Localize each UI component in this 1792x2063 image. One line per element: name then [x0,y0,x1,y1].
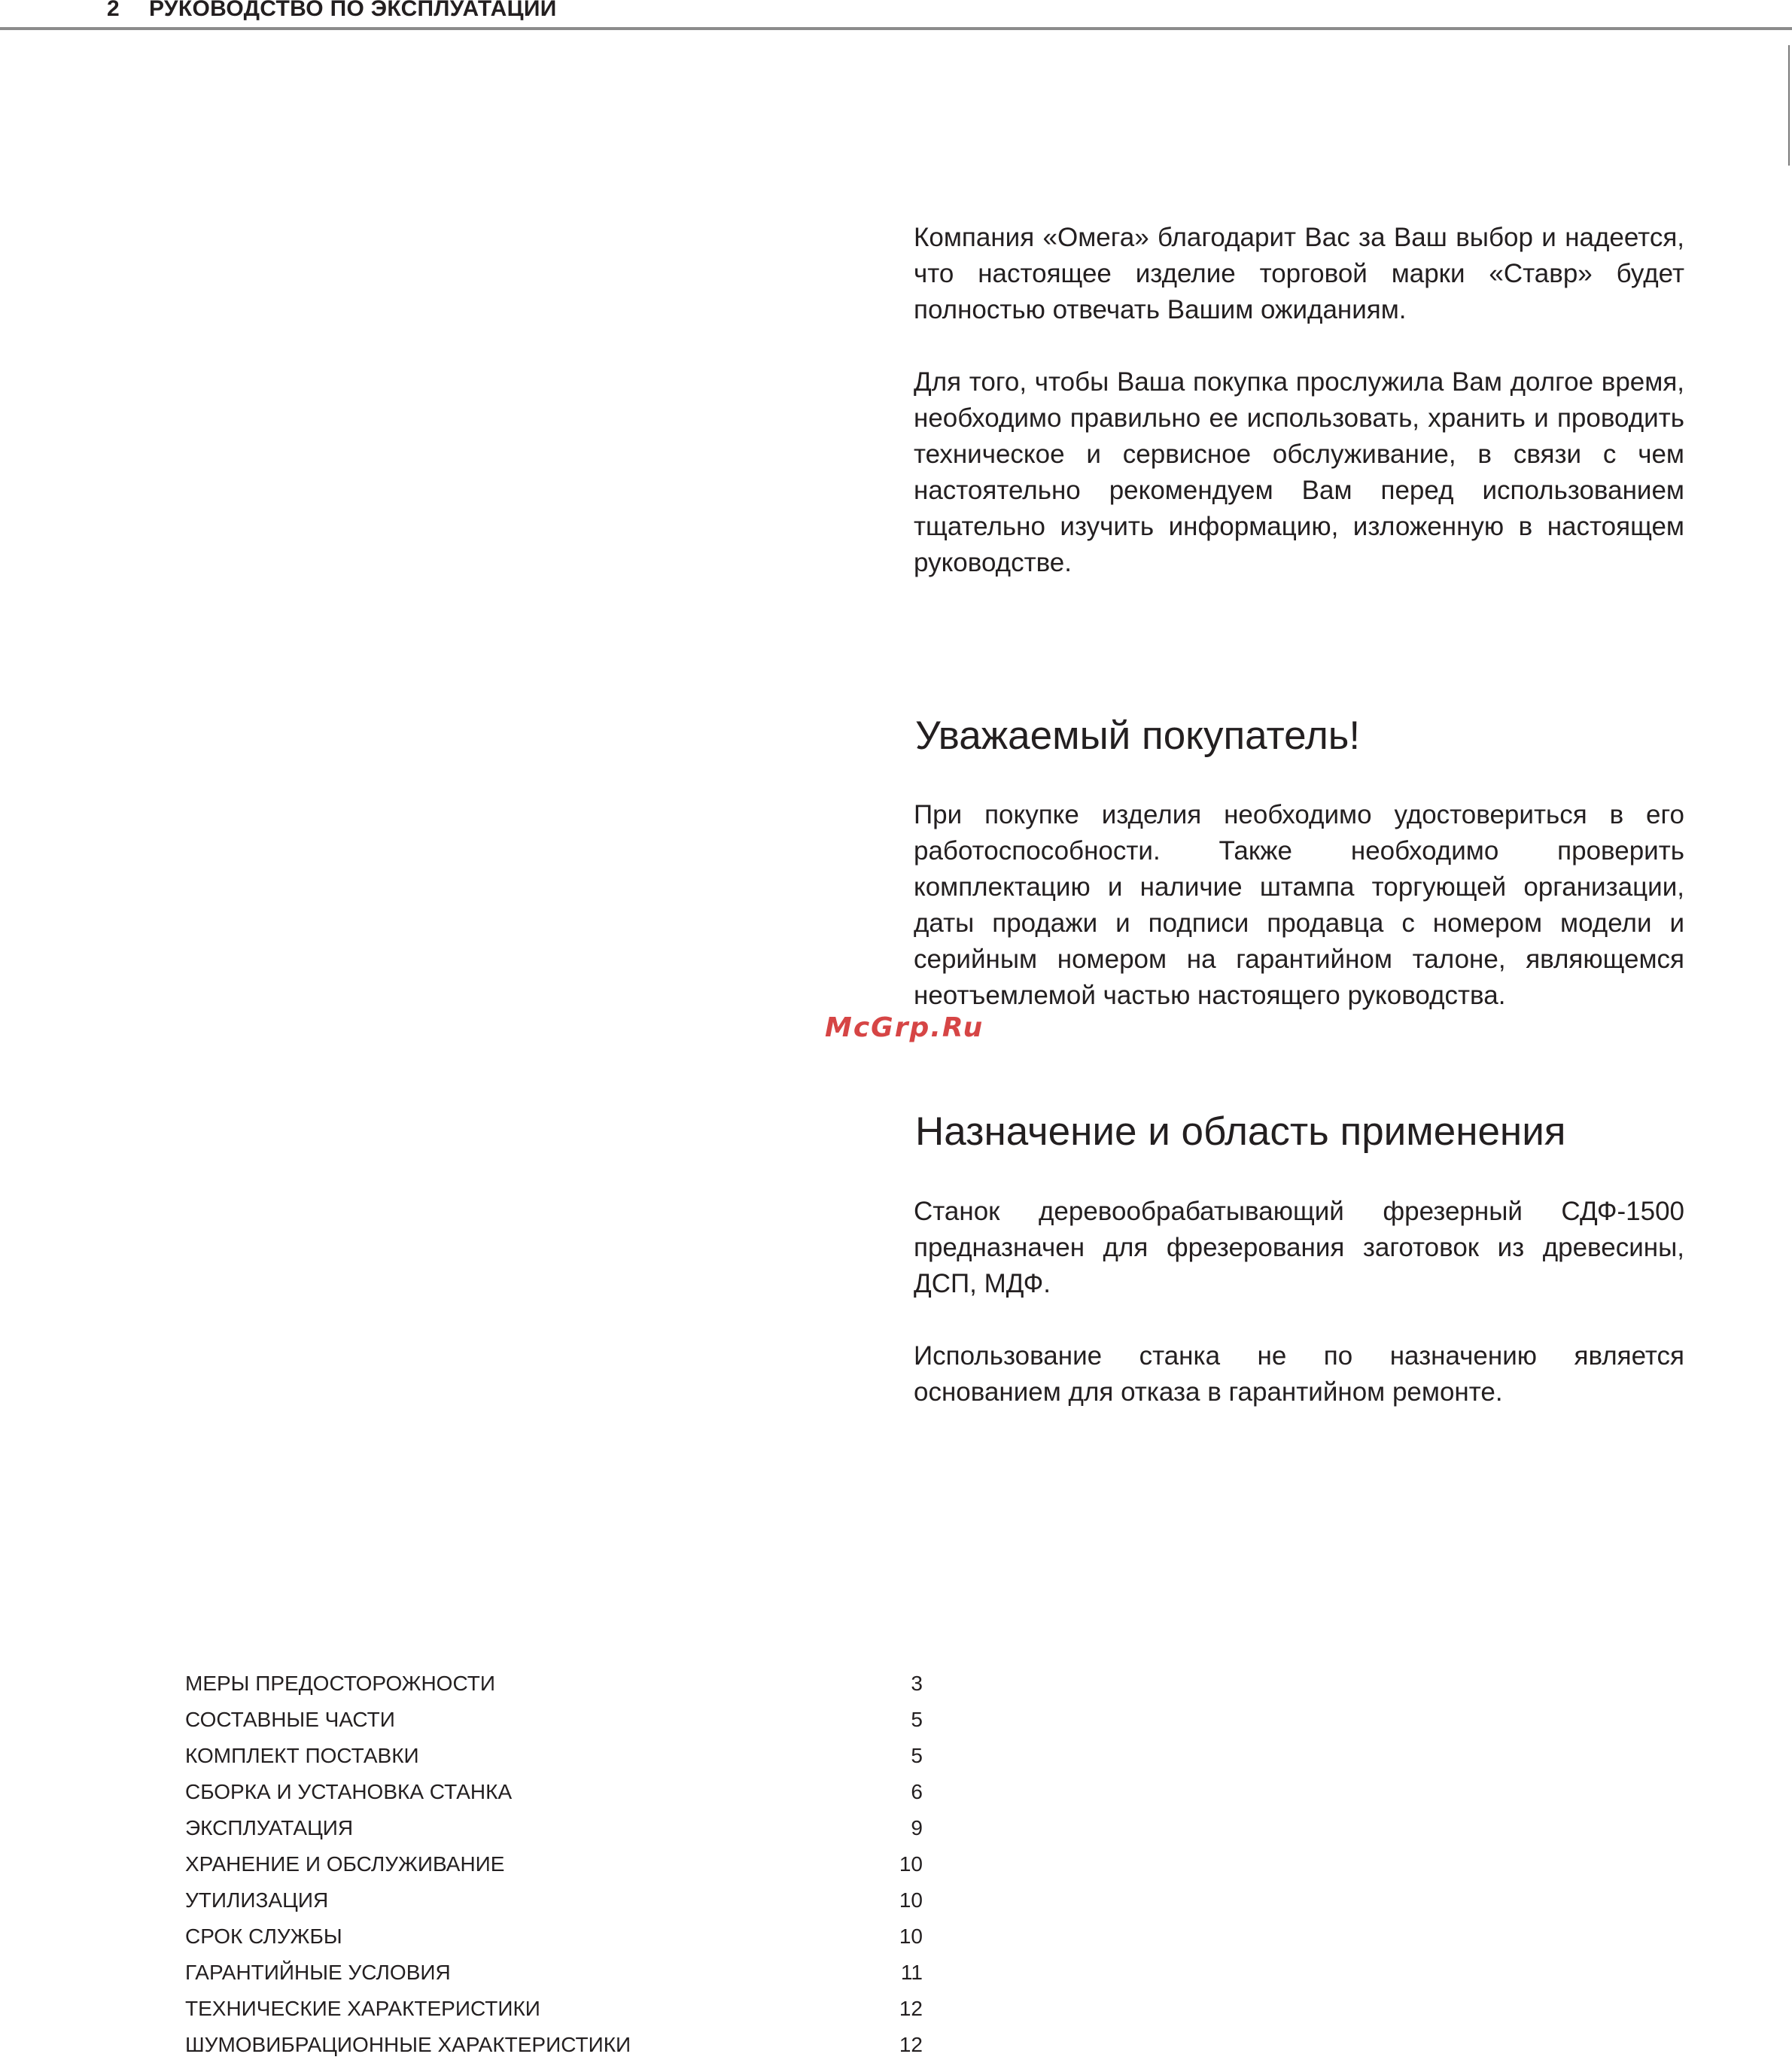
toc-item[interactable] [185,1918,938,1955]
toc-item[interactable] [185,1702,938,1738]
table-of-contents [185,1666,938,2063]
toc-item-page: 12 [899,2033,923,2056]
toc-item-title: ШУМОВИБРАЦИОННЫЕ ХАРАКТЕРИСТИКИ [185,2033,631,2056]
toc-item-title: СРОК СЛУЖБЫ [185,1925,342,1948]
toc-item[interactable] [185,1882,938,1918]
toc-item[interactable] [185,2027,938,2063]
purpose-section [914,1194,1684,1302]
toc-item[interactable] [185,1846,938,1882]
toc-item-page: 9 [911,1816,923,1839]
customer-section [914,797,1684,1014]
page-header [0,0,1792,30]
toc-item-page: 10 [899,1852,923,1876]
toc-item-title: ТЕХНИЧЕСКИЕ ХАРАКТЕРИСТИКИ [185,1997,540,2020]
toc-item-page: 12 [899,1997,923,2020]
toc-item-title: КОМПЛЕКТ ПОСТАВКИ [185,1744,419,1767]
toc-item-page: 3 [911,1672,923,1695]
toc-item-title: СБОРКА И УСТАНОВКА СТАНКА [185,1780,513,1803]
purpose-heading: Назначение и область применения [915,1109,1566,1154]
toc-item[interactable] [185,1738,938,1774]
watermark: McGrp.Ru [825,1012,984,1043]
toc-item[interactable] [185,1955,938,1991]
purpose-paragraph-2: Использование станка не по назначению является основанием для отказа в гарантийном ремонте. [914,1341,1684,1407]
toc-item-title: УТИЛИЗАЦИЯ [185,1888,329,1912]
toc-item-title: ГАРАНТИЙНЫЕ УСЛОВИЯ [185,1961,451,1984]
toc-item-title: МЕРЫ ПРЕДОСТОРОЖНОСТИ [185,1672,495,1695]
purpose-paragraph-1: Станок деревообрабатывающий фрезерный СДФ-1500 предназначен для фрезерования заготовок из древесины, ДСП, МДФ. [914,1197,1684,1298]
toc-item-page: 10 [899,1888,923,1912]
toc-item-page: 5 [911,1708,923,1731]
intro-paragraph-2: Для того, чтобы Ваша покупка прослужила Вам долгое время, необходимо правильно ее использовать, хранить и проводить техническое и сервисное обслуживание, в связи с чем настоятельно рекомендуем Вам перед использованием тщательно изучить информацию, изложенную в настоящем руководстве. [914,367,1684,577]
header-title: РУКОВОДСТВО ПО ЭКСПЛУАТАЦИИ [149,0,557,21]
intro-section [914,220,1684,328]
intro-section-2 [914,364,1684,581]
toc-item[interactable] [185,1774,938,1810]
toc-item-title: СОСТАВНЫЕ ЧАСТИ [185,1708,395,1731]
toc-item-page: 10 [899,1925,923,1948]
toc-item-title: ХРАНЕНИЕ И ОБСЛУЖИВАНИЕ [185,1852,505,1876]
toc-item-title: ЭКСПЛУАТАЦИЯ [185,1816,354,1839]
intro-paragraph-1: Компания «Омега» благодарит Вас за Ваш выбор и надеется, что настоящее изделие торговой марки «Ставр» будет полностью отвечать Вашим ожиданиям. [914,223,1684,324]
toc-item[interactable] [185,1810,938,1846]
customer-paragraph: При покупке изделия необходимо удостовериться в его работоспособности. Также необходимо проверить комплектацию и наличие штампа торгующей организации, даты продажи и подписи продавца с номером модели и серийным номером на гарантийном талоне, являющемся неотъемлемой частью настоящего руководства. [914,800,1684,1010]
customer-heading: Уважаемый покупатель! [915,714,1361,758]
toc-item-page: 11 [900,1961,923,1984]
toc-item[interactable] [185,1991,938,2027]
toc-item[interactable] [185,1666,938,1702]
toc-item-page: 5 [911,1744,923,1767]
page-number: 2 [107,0,120,21]
toc-item-page: 6 [911,1780,923,1803]
purpose-section-2 [914,1338,1684,1410]
page-edge-line [1788,45,1790,166]
